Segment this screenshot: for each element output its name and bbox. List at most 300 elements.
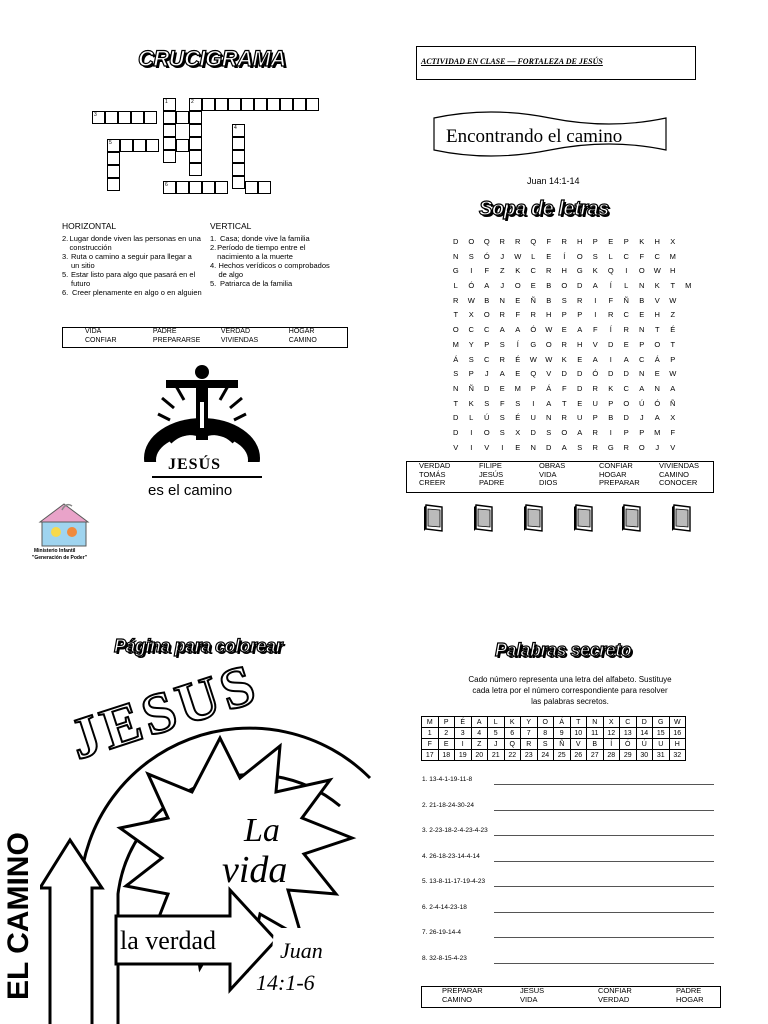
wordsearch-letter[interactable]: N (639, 369, 645, 379)
wordsearch-letter[interactable]: X (670, 237, 676, 246)
crossword-cell[interactable] (131, 111, 144, 124)
wordsearch-letter[interactable]: E (639, 310, 645, 320)
crossword-cell[interactable] (146, 139, 159, 152)
cipher-cell: 15 (653, 728, 670, 739)
wordsearch-letter[interactable]: O (638, 266, 645, 276)
wordsearch-letter[interactable]: D (608, 339, 614, 349)
crossword-cell[interactable] (232, 137, 245, 150)
wordsearch-letter[interactable]: P (484, 339, 490, 349)
wordsearch-letter[interactable]: M (452, 339, 459, 349)
crossword-cell[interactable] (176, 181, 189, 194)
wordsearch-letter[interactable]: B (608, 413, 614, 423)
wordsearch-letter[interactable]: R (530, 310, 536, 320)
wordsearch-letter[interactable]: P (592, 413, 598, 423)
crossword-cell[interactable] (176, 111, 189, 124)
wordsearch-letter[interactable]: Q (530, 237, 537, 246)
cipher-cell: 32 (669, 750, 686, 761)
crossword-cell[interactable] (189, 181, 202, 194)
crossword-cell[interactable] (107, 178, 120, 191)
cipher-cell: 18 (438, 750, 455, 761)
wordsearch-letter[interactable]: R (623, 325, 629, 335)
wordsearch-letter[interactable]: C (468, 325, 474, 335)
wordsearch-letter[interactable]: E (623, 339, 629, 349)
crossword-cell[interactable] (228, 98, 241, 111)
cipher-cell: É (455, 717, 472, 728)
wordsearch-letter[interactable]: C (484, 354, 490, 364)
wordsearch-letter[interactable]: P (592, 237, 598, 246)
wordsearch-letter[interactable]: W (669, 295, 677, 305)
wordsearch-letter[interactable]: E (577, 398, 583, 408)
wordsearch-letter[interactable]: P (468, 369, 474, 379)
wordsearch-letter[interactable]: S (577, 442, 583, 452)
wordsearch-letter[interactable]: I (609, 427, 612, 437)
wordsearch-letter[interactable]: R (592, 442, 598, 452)
wordsearch-letter[interactable]: O (561, 427, 568, 437)
wordsearch-letter[interactable]: R (623, 442, 629, 452)
wordsearch-letter[interactable]: N (453, 251, 459, 261)
wordsearch-letter[interactable]: D (577, 281, 583, 291)
wordsearch-letter[interactable]: Í (516, 339, 519, 349)
wordsearch-letter[interactable]: P (530, 383, 536, 393)
wordsearch-letter[interactable]: K (592, 266, 598, 276)
wordsearch-letter[interactable]: Ó (530, 325, 537, 335)
wordsearch-letter[interactable]: R (453, 295, 459, 305)
wordsearch-letter[interactable]: A (515, 325, 521, 335)
wordsearch-letter[interactable]: K (654, 281, 660, 291)
wordsearch-letter[interactable]: A (577, 325, 583, 335)
wordsearch-letter[interactable]: E (546, 251, 552, 261)
wordsearch-letter[interactable]: A (592, 354, 598, 364)
wordsearch-letter[interactable]: I (470, 442, 473, 452)
crossword-cell[interactable] (280, 98, 293, 111)
wordsearch-letter[interactable]: A (546, 398, 552, 408)
crossword-cell[interactable] (133, 139, 146, 152)
wordsearch-letter[interactable]: O (638, 442, 645, 452)
wordsearch-letter[interactable]: L (453, 281, 458, 291)
wordsearch-letter[interactable]: A (561, 442, 567, 452)
wordsearch-letter[interactable]: D (577, 383, 583, 393)
wordsearch-letter[interactable]: Ó (592, 369, 599, 379)
wordsearch-letter[interactable]: P (561, 310, 567, 320)
wordsearch-letter[interactable]: Ú (639, 398, 645, 408)
wordsearch-letter[interactable]: C (623, 310, 629, 320)
answer-line[interactable] (494, 861, 714, 862)
word-bank-item: CONFIAR (85, 336, 117, 344)
wordsearch-letter[interactable]: O (561, 281, 568, 291)
wordsearch-letter[interactable]: X (670, 413, 676, 423)
wordsearch-letter[interactable]: B (546, 295, 552, 305)
wordsearch-letter[interactable]: H (561, 266, 567, 276)
wordsearch-letter[interactable]: R (577, 295, 583, 305)
wordsearch-letter[interactable]: Ñ (530, 295, 536, 305)
wordsearch-letter[interactable]: O (623, 398, 630, 408)
wordsearch-letter[interactable]: E (515, 369, 521, 379)
wordsearch-letter[interactable]: A (670, 383, 676, 393)
wordsearch-letter[interactable]: R (561, 237, 567, 246)
wordsearch-letter[interactable]: R (499, 354, 505, 364)
wordsearch-letter[interactable]: S (592, 251, 598, 261)
wordsearch-letter[interactable]: A (484, 281, 490, 291)
wordsearch-letter[interactable]: N (654, 383, 660, 393)
wordsearch-letter[interactable]: Ó (483, 251, 490, 261)
wordsearch-letter[interactable]: O (483, 310, 490, 320)
secret-clue: 7. 26-19-14-4 (422, 929, 462, 936)
wordsearch-letter[interactable]: D (484, 383, 490, 393)
wordsearch-letter[interactable]: Q (483, 237, 490, 246)
crossword-cell[interactable] (107, 165, 120, 178)
wordsearch-letter[interactable]: I (470, 427, 473, 437)
wordsearch-letter[interactable]: N (530, 442, 536, 452)
wordsearch-letter[interactable]: K (561, 354, 567, 364)
wordsearch-letter[interactable]: J (500, 251, 505, 261)
wordsearch-letter[interactable]: P (608, 398, 614, 408)
wordsearch-letter[interactable]: T (654, 325, 660, 335)
wordsearch-letter[interactable]: B (546, 281, 552, 291)
wordsearch-letter[interactable]: A (499, 325, 505, 335)
wordsearch-letter[interactable]: V (484, 442, 490, 452)
wordsearch-row (448, 310, 696, 325)
crossword-cell[interactable]: 6 (163, 181, 176, 194)
wordsearch-letter[interactable]: C (530, 266, 536, 276)
wordsearch-letter[interactable]: A (592, 281, 598, 291)
wordsearch-letter[interactable]: W (653, 266, 661, 276)
wordsearch-letter[interactable]: L (624, 281, 629, 291)
answer-line[interactable] (494, 886, 714, 887)
wordsearch-letter[interactable]: W (529, 354, 537, 364)
wordsearch-letter[interactable]: P (623, 237, 629, 246)
wordsearch-letter[interactable]: E (577, 354, 583, 364)
wordsearch-letter[interactable]: G (607, 442, 614, 452)
wordsearch-letter[interactable]: C (623, 251, 629, 261)
wordsearch-letter[interactable]: E (608, 237, 614, 246)
wordsearch-letter[interactable]: Ñ (623, 295, 629, 305)
wordsearch-letter[interactable]: F (608, 295, 614, 305)
wordsearch-letter[interactable]: S (468, 251, 474, 261)
wordsearch-letter[interactable]: E (654, 369, 660, 379)
wordsearch-letter[interactable]: O (514, 281, 521, 291)
wordsearch-letter[interactable]: P (623, 427, 629, 437)
crossword-cell[interactable] (163, 137, 176, 150)
crossword-cell[interactable]: 3 (92, 111, 105, 124)
wordsearch-letter[interactable]: J (655, 442, 660, 452)
logo-jesus-text: JESÚS (168, 456, 222, 473)
wordsearch-letter[interactable]: E (530, 281, 536, 291)
crossword-cell[interactable] (105, 111, 118, 124)
wordsearch-letter[interactable]: W (467, 295, 475, 305)
wordsearch-letter[interactable]: N (546, 413, 552, 423)
wordsearch-letter[interactable]: A (499, 369, 505, 379)
wordsearch-letter[interactable]: D (453, 413, 459, 423)
wordsearch-letter[interactable]: H (654, 237, 660, 246)
wordsearch-letter[interactable]: T (453, 398, 459, 408)
wordsearch-letter[interactable]: Ó (654, 398, 661, 408)
crossword-cell[interactable] (163, 124, 176, 137)
wordsearch-letter[interactable]: W (545, 325, 553, 335)
wordsearch-letter[interactable]: O (452, 325, 459, 335)
wordsearch-letter[interactable]: J (639, 413, 644, 423)
wordsearch-letter[interactable]: U (530, 413, 536, 423)
wordsearch-letter[interactable]: Ñ (468, 383, 474, 393)
wordsearch-letter[interactable]: Í (609, 281, 612, 291)
wordsearch-letter[interactable]: D (608, 369, 614, 379)
wordsearch-letter[interactable]: F (515, 310, 521, 320)
wordsearch-letter[interactable]: D (577, 369, 583, 379)
wordsearch-letter[interactable]: F (546, 237, 552, 246)
wordsearch-letter[interactable]: A (654, 413, 660, 423)
cipher-cell: Ñ (554, 739, 571, 750)
wordsearch-letter[interactable]: R (592, 383, 598, 393)
wordsearch-letter[interactable]: H (654, 310, 660, 320)
crossword-cell[interactable] (232, 150, 245, 163)
crossword-cell[interactable] (189, 150, 202, 163)
wordsearch-letter[interactable]: R (515, 237, 521, 246)
crossword-cell[interactable] (258, 181, 271, 194)
crossword-cell[interactable] (163, 111, 176, 124)
wordsearch-letter[interactable]: T (670, 339, 676, 349)
wordsearch-letter[interactable]: M (654, 427, 661, 437)
crossword-cell[interactable] (189, 124, 202, 137)
wordsearch-letter[interactable]: R (499, 310, 505, 320)
crossword-cell[interactable]: 1 (163, 98, 176, 111)
answer-line[interactable] (494, 912, 714, 913)
wordsearch-letter[interactable]: G (576, 266, 583, 276)
wordsearch-letter[interactable]: Ñ (670, 398, 676, 408)
wordsearch-letter[interactable]: F (499, 398, 505, 408)
wordsearch-letter[interactable]: N (639, 281, 645, 291)
wordsearch-letter[interactable]: H (577, 339, 583, 349)
wordsearch-letter[interactable]: É (670, 325, 676, 335)
wordsearch-letter[interactable]: F (639, 251, 645, 261)
wordsearch-letter[interactable]: H (577, 237, 583, 246)
wordsearch-letter[interactable]: H (546, 310, 552, 320)
crossword-cell[interactable] (163, 150, 176, 163)
wordsearch-letter[interactable]: R (608, 310, 614, 320)
wordsearch-letter[interactable]: Q (607, 266, 614, 276)
wordsearch-letter[interactable]: S (546, 427, 552, 437)
wordsearch-letter[interactable]: C (623, 383, 629, 393)
wordsearch-letter[interactable]: Í (609, 325, 612, 335)
wordsearch-letter[interactable]: S (499, 339, 505, 349)
wordsearch-letter[interactable]: F (561, 383, 567, 393)
wordsearch-letter[interactable]: N (453, 383, 459, 393)
crossword-cell[interactable] (241, 98, 254, 111)
crossword-cell[interactable] (293, 98, 306, 111)
wordsearch-letter[interactable]: T (561, 398, 567, 408)
wordsearch-letter[interactable]: V (546, 369, 552, 379)
crossword-cell[interactable] (176, 139, 189, 152)
crossword-cell[interactable] (267, 98, 280, 111)
crossword-cell[interactable] (232, 163, 245, 176)
crossword-cell[interactable] (306, 98, 319, 111)
wordsearch-letter[interactable]: I (532, 398, 535, 408)
crossword-cell[interactable]: 5 (107, 139, 120, 152)
wordsearch-letter[interactable]: Ú (484, 413, 490, 423)
wordsearch-letter[interactable]: M (514, 383, 521, 393)
wordsearch-letter[interactable]: V (453, 442, 459, 452)
wordsearch-letter[interactable]: E (515, 295, 521, 305)
crossword-cell[interactable] (202, 181, 215, 194)
wordsearch-letter[interactable]: E (561, 325, 567, 335)
wordsearch-letter[interactable]: F (670, 427, 676, 437)
wordsearch-letter[interactable]: O (468, 237, 475, 246)
wordsearch-letter[interactable]: I (594, 295, 597, 305)
wordsearch-letter[interactable]: K (515, 266, 521, 276)
wordsearch-letter[interactable]: Y (468, 339, 474, 349)
wordsearch-letter[interactable]: L (531, 251, 536, 261)
wordsearch-title: Sopa de letras (479, 198, 609, 220)
wordsearch-letter[interactable]: O (654, 339, 661, 349)
wordsearch-letter[interactable]: Á (453, 354, 459, 364)
word-bank-item: CONOCER (659, 478, 698, 487)
wordsearch-letter[interactable]: É (515, 413, 521, 423)
wordsearch-letter[interactable]: Z (670, 310, 676, 320)
wordsearch-letter[interactable]: D (623, 369, 629, 379)
wordsearch-letter[interactable]: F (592, 325, 598, 335)
wordsearch-letter[interactable]: D (530, 427, 536, 437)
clue: 1. Casa; donde vive la familia (210, 234, 310, 243)
wordsearch-letter[interactable]: E (499, 383, 505, 393)
wordsearch-letter[interactable]: D (453, 427, 459, 437)
wordsearch-letter[interactable]: I (609, 354, 612, 364)
wordsearch-letter[interactable]: S (499, 413, 505, 423)
wordsearch-letter[interactable]: É (515, 354, 521, 364)
wordsearch-letter[interactable]: S (453, 369, 459, 379)
wordsearch-letter[interactable]: J (500, 281, 505, 291)
wordsearch-letter[interactable]: M (669, 251, 676, 261)
wordsearch-letter[interactable]: G (530, 339, 537, 349)
cipher-cell: Y (521, 717, 538, 728)
wordsearch-letter[interactable]: A (639, 383, 645, 393)
secret-clue: 1. 13-4-1-19-11-8 (422, 776, 473, 783)
crossword-cell[interactable]: 4 (232, 124, 245, 137)
wordsearch-letter[interactable]: O (483, 427, 490, 437)
crossword-cell[interactable] (245, 181, 258, 194)
wordsearch-letter[interactable]: P (577, 310, 583, 320)
wordsearch-letter[interactable]: L (469, 413, 474, 423)
wordsearch-letter[interactable]: E (515, 442, 521, 452)
crossword-cell[interactable] (118, 111, 131, 124)
crossword-cell[interactable] (215, 98, 228, 111)
wordsearch-letter[interactable]: M (685, 281, 692, 291)
wordsearch-letter[interactable]: N (639, 325, 645, 335)
wordsearch-letter[interactable]: W (669, 369, 677, 379)
wordsearch-letter[interactable]: A (577, 427, 583, 437)
wordsearch-letter[interactable]: A (623, 354, 629, 364)
crossword-cell[interactable] (189, 137, 202, 150)
crossword-cell[interactable] (144, 111, 157, 124)
wordsearch-letter[interactable]: R (561, 339, 567, 349)
crossword-cell[interactable] (202, 98, 215, 111)
wordsearch-letter[interactable]: Á (654, 354, 660, 364)
crossword-cell[interactable] (189, 163, 202, 176)
wordsearch-letter[interactable]: N (499, 295, 505, 305)
crossword-cell[interactable] (254, 98, 267, 111)
wordsearch-letter[interactable]: D (623, 413, 629, 423)
crossword-cell[interactable]: 2 (189, 98, 202, 111)
wordsearch-letter[interactable]: P (639, 427, 645, 437)
wordsearch-letter[interactable]: F (484, 266, 490, 276)
word-bank-item: CREER (419, 478, 446, 487)
answer-line[interactable] (494, 937, 714, 938)
wordsearch-letter[interactable]: O (545, 339, 552, 349)
wordsearch-letter[interactable]: C (639, 354, 645, 364)
wordsearch-letter[interactable]: W (545, 354, 553, 364)
answer-line[interactable] (494, 963, 714, 964)
crossword-cell[interactable] (120, 139, 133, 152)
wordsearch-letter[interactable]: T (670, 281, 676, 291)
wordsearch-letter[interactable]: V (670, 442, 676, 452)
answer-line[interactable] (494, 810, 714, 811)
crossword-cell[interactable] (107, 152, 120, 165)
wordsearch-letter[interactable]: W (514, 251, 522, 261)
wordsearch-letter[interactable]: Á (546, 383, 552, 393)
crossword-cell[interactable] (215, 181, 228, 194)
wordsearch-letter[interactable]: U (577, 413, 583, 423)
wordsearch-letter[interactable]: D (561, 369, 567, 379)
wordsearch-letter[interactable]: O (576, 251, 583, 261)
answer-line[interactable] (494, 835, 714, 836)
wordsearch-letter[interactable]: V (592, 339, 598, 349)
wordsearch-row (448, 355, 696, 370)
wordsearch-letter[interactable]: T (453, 310, 459, 320)
wordsearch-letter[interactable]: I (625, 266, 628, 276)
crossword-cell[interactable] (189, 111, 202, 124)
wordsearch-letter[interactable]: S (499, 427, 505, 437)
wordsearch-letter[interactable]: H (670, 266, 676, 276)
secret-clue: 4. 26-18-23-14-4-14 (422, 852, 480, 860)
wordsearch-letter[interactable]: R (499, 237, 505, 246)
wordsearch-letter[interactable]: D (546, 442, 552, 452)
answer-line[interactable] (494, 784, 714, 785)
wordsearch-letter[interactable]: S (515, 398, 521, 408)
wordsearch-letter[interactable]: Ó (468, 281, 475, 291)
wordsearch-letter[interactable]: S (468, 354, 474, 364)
wordsearch-letter[interactable]: U (592, 398, 598, 408)
wordsearch-letter[interactable]: C (654, 251, 660, 261)
wordsearch-letter[interactable]: D (453, 237, 459, 246)
wordsearch-letter[interactable]: G (452, 266, 459, 276)
wordsearch-letter[interactable]: I (501, 442, 504, 452)
wordsearch-letter[interactable]: K (468, 398, 474, 408)
word-bank-item: DIOS (539, 478, 558, 487)
wordsearch-letter[interactable]: B (484, 295, 490, 305)
wordsearch-letter[interactable]: P (639, 339, 645, 349)
wordsearch-letter[interactable]: V (654, 295, 660, 305)
wordsearch-letter[interactable]: K (608, 383, 614, 393)
wordsearch-letter[interactable]: R (546, 266, 552, 276)
wordsearch-letter[interactable]: J (484, 369, 489, 379)
wordsearch-letter[interactable]: I (470, 266, 473, 276)
wordsearch-letter[interactable]: C (484, 325, 490, 335)
wordsearch-letter[interactable]: I (594, 310, 597, 320)
jesus-cross-logo (140, 362, 265, 462)
scripture-reference: Juan 14:1-14 (527, 176, 580, 186)
wordsearch-letter[interactable]: B (639, 295, 645, 305)
wordsearch-letter[interactable]: K (639, 237, 645, 246)
wordsearch-letter[interactable]: L (608, 251, 613, 261)
wordsearch-letter[interactable]: X (468, 310, 474, 320)
crossword-cell[interactable] (232, 176, 245, 189)
wordsearch-letter[interactable]: R (592, 427, 598, 437)
wordsearch-letter[interactable]: P (670, 354, 676, 364)
wordsearch-letter[interactable]: R (561, 413, 567, 423)
wordsearch-letter[interactable]: Q (530, 369, 537, 379)
wordsearch-letter[interactable]: S (484, 398, 490, 408)
wordsearch-letter[interactable]: Í (563, 251, 566, 261)
wordsearch-letter[interactable]: S (561, 295, 567, 305)
wordsearch-letter[interactable]: X (515, 427, 521, 437)
wordsearch-letter[interactable]: Z (499, 266, 505, 276)
